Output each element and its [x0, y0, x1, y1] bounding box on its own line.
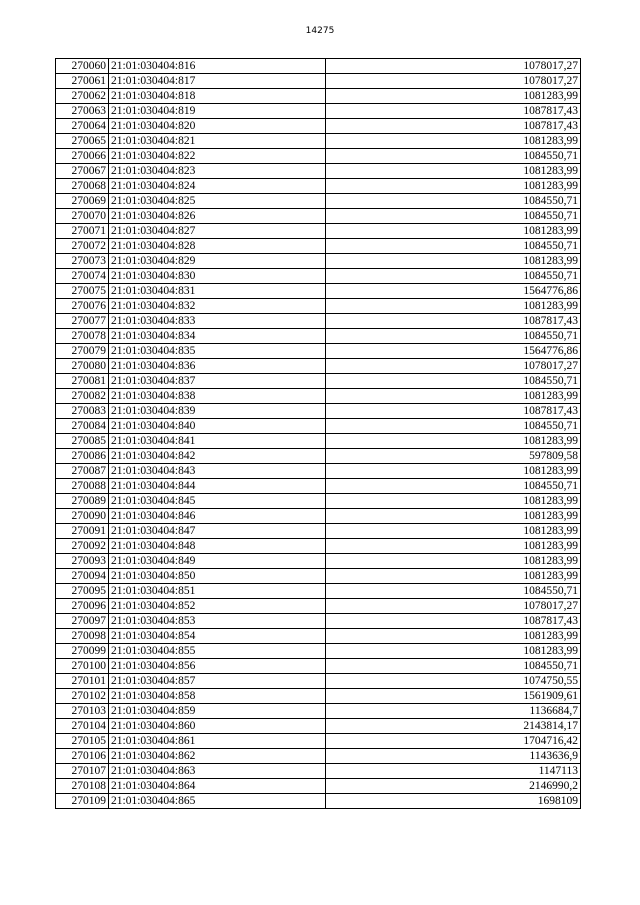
- cadastral-number-cell: 21:01:030404:823: [109, 164, 326, 179]
- cadastral-value-cell: 1081283,99: [326, 389, 581, 404]
- row-index-cell: 270084: [56, 419, 109, 434]
- table-row: [56, 764, 581, 779]
- cadastral-number-cell: 21:01:030404:820: [109, 119, 326, 134]
- row-index-cell: 270091: [56, 524, 109, 539]
- cadastral-number-cell: 21:01:030404:837: [109, 374, 326, 389]
- cadastral-number-cell: 21:01:030404:832: [109, 299, 326, 314]
- table-row: [56, 689, 581, 704]
- row-index-cell: 270092: [56, 539, 109, 554]
- cadastral-value-cell: 2146990,2: [326, 779, 581, 794]
- cadastral-value-cell: 1136684,7: [326, 704, 581, 719]
- cadastral-value-cell: 1087817,43: [326, 404, 581, 419]
- row-index-cell: 270098: [56, 629, 109, 644]
- cadastral-number-cell: 21:01:030404:821: [109, 134, 326, 149]
- cadastral-value-cell: 1081283,99: [326, 254, 581, 269]
- table-row: [56, 59, 581, 74]
- row-index-cell: 270083: [56, 404, 109, 419]
- cadastral-number-cell: 21:01:030404:819: [109, 104, 326, 119]
- cadastral-number-cell: 21:01:030404:861: [109, 734, 326, 749]
- row-index-cell: 270103: [56, 704, 109, 719]
- cadastral-number-cell: 21:01:030404:831: [109, 284, 326, 299]
- cadastral-value-cell: 1078017,27: [326, 59, 581, 74]
- row-index-cell: 270101: [56, 674, 109, 689]
- cadastral-number-cell: 21:01:030404:833: [109, 314, 326, 329]
- row-index-cell: 270109: [56, 794, 109, 809]
- table-row: [56, 269, 581, 284]
- cadastral-number-cell: 21:01:030404:864: [109, 779, 326, 794]
- cadastral-number-cell: 21:01:030404:854: [109, 629, 326, 644]
- cadastral-number-cell: 21:01:030404:822: [109, 149, 326, 164]
- table-row: [56, 419, 581, 434]
- cadastral-number-cell: 21:01:030404:865: [109, 794, 326, 809]
- row-index-cell: 270069: [56, 194, 109, 209]
- cadastral-number-cell: 21:01:030404:827: [109, 224, 326, 239]
- cadastral-number-cell: 21:01:030404:817: [109, 74, 326, 89]
- row-index-cell: 270086: [56, 449, 109, 464]
- row-index-cell: 270063: [56, 104, 109, 119]
- cadastral-number-cell: 21:01:030404:843: [109, 464, 326, 479]
- cadastral-number-cell: 21:01:030404:829: [109, 254, 326, 269]
- cadastral-number-cell: 21:01:030404:847: [109, 524, 326, 539]
- cadastral-number-cell: 21:01:030404:859: [109, 704, 326, 719]
- cadastral-value-cell: 1081283,99: [326, 494, 581, 509]
- row-index-cell: 270105: [56, 734, 109, 749]
- table-row: [56, 719, 581, 734]
- row-index-cell: 270087: [56, 464, 109, 479]
- cadastral-value-cell: 1081283,99: [326, 179, 581, 194]
- cadastral-number-cell: 21:01:030404:856: [109, 659, 326, 674]
- page-number: 14275: [305, 26, 335, 36]
- table-row: [56, 209, 581, 224]
- cadastral-number-cell: 21:01:030404:838: [109, 389, 326, 404]
- table-row: [56, 554, 581, 569]
- cadastral-value-cell: 1081283,99: [326, 464, 581, 479]
- row-index-cell: 270078: [56, 329, 109, 344]
- cadastral-number-cell: 21:01:030404:845: [109, 494, 326, 509]
- table-row: [56, 704, 581, 719]
- table-row: [56, 179, 581, 194]
- table-row: [56, 749, 581, 764]
- table-row: [56, 89, 581, 104]
- table-body: [56, 59, 581, 809]
- row-index-cell: 270076: [56, 299, 109, 314]
- row-index-cell: 270104: [56, 719, 109, 734]
- row-index-cell: 270075: [56, 284, 109, 299]
- table-row: [56, 74, 581, 89]
- cadastral-value-cell: 1087817,43: [326, 104, 581, 119]
- table-row: [56, 539, 581, 554]
- table-row: [56, 449, 581, 464]
- cadastral-value-cell: 1081283,99: [326, 509, 581, 524]
- cadastral-value-cell: 1084550,71: [326, 479, 581, 494]
- row-index-cell: 270062: [56, 89, 109, 104]
- table-row: [56, 164, 581, 179]
- cadastral-value-cell: 1561909,61: [326, 689, 581, 704]
- table-row: [56, 314, 581, 329]
- cadastral-number-cell: 21:01:030404:857: [109, 674, 326, 689]
- cadastral-value-cell: 1074750,55: [326, 674, 581, 689]
- row-index-cell: 270093: [56, 554, 109, 569]
- row-index-cell: 270097: [56, 614, 109, 629]
- cadastral-value-cell: 1081283,99: [326, 569, 581, 584]
- cadastral-number-cell: 21:01:030404:818: [109, 89, 326, 104]
- table-row: [56, 344, 581, 359]
- table-row: [56, 509, 581, 524]
- row-index-cell: 270102: [56, 689, 109, 704]
- cadastral-value-cell: 1143636,9: [326, 749, 581, 764]
- row-index-cell: 270099: [56, 644, 109, 659]
- cadastral-value-cell: 1084550,71: [326, 239, 581, 254]
- cadastral-value-cell: 1704716,42: [326, 734, 581, 749]
- cadastral-value-cell: 1087817,43: [326, 119, 581, 134]
- cadastral-value-cell: 597809,58: [326, 449, 581, 464]
- table-row: [56, 584, 581, 599]
- table-row: [56, 434, 581, 449]
- table-row: [56, 644, 581, 659]
- cadastral-value-cell: 1081283,99: [326, 224, 581, 239]
- row-index-cell: 270096: [56, 599, 109, 614]
- cadastral-number-cell: 21:01:030404:828: [109, 239, 326, 254]
- table-row: [56, 674, 581, 689]
- cadastral-value-cell: 1078017,27: [326, 74, 581, 89]
- row-index-cell: 270072: [56, 239, 109, 254]
- cadastral-value-cell: 1081283,99: [326, 524, 581, 539]
- cadastral-number-cell: 21:01:030404:834: [109, 329, 326, 344]
- cadastral-number-cell: 21:01:030404:860: [109, 719, 326, 734]
- row-index-cell: 270107: [56, 764, 109, 779]
- cadastral-number-cell: 21:01:030404:849: [109, 554, 326, 569]
- cadastral-number-cell: 21:01:030404:855: [109, 644, 326, 659]
- cadastral-number-cell: 21:01:030404:836: [109, 359, 326, 374]
- row-index-cell: 270100: [56, 659, 109, 674]
- cadastral-value-cell: 1081283,99: [326, 539, 581, 554]
- row-index-cell: 270095: [56, 584, 109, 599]
- cadastral-value-cell: 1564776,86: [326, 284, 581, 299]
- cadastral-number-cell: 21:01:030404:844: [109, 479, 326, 494]
- table-row: [56, 374, 581, 389]
- row-index-cell: 270090: [56, 509, 109, 524]
- table-row: [56, 734, 581, 749]
- cadastral-number-cell: 21:01:030404:830: [109, 269, 326, 284]
- cadastral-value-cell: 1564776,86: [326, 344, 581, 359]
- row-index-cell: 270065: [56, 134, 109, 149]
- cadastral-value-cell: 1084550,71: [326, 374, 581, 389]
- cadastral-value-cell: 1084550,71: [326, 194, 581, 209]
- cadastral-value-cell: 1698109: [326, 794, 581, 809]
- table-row: [56, 614, 581, 629]
- cadastral-number-cell: 21:01:030404:863: [109, 764, 326, 779]
- table-row: [56, 569, 581, 584]
- cadastral-value-cell: 1084550,71: [326, 209, 581, 224]
- cadastral-value-cell: 1078017,27: [326, 599, 581, 614]
- cadastral-value-cell: 1081283,99: [326, 554, 581, 569]
- cadastral-number-cell: 21:01:030404:826: [109, 209, 326, 224]
- cadastral-value-cell: 1081283,99: [326, 164, 581, 179]
- row-index-cell: 270082: [56, 389, 109, 404]
- row-index-cell: 270061: [56, 74, 109, 89]
- cadastral-number-cell: 21:01:030404:846: [109, 509, 326, 524]
- table-row: [56, 599, 581, 614]
- cadastral-number-cell: 21:01:030404:850: [109, 569, 326, 584]
- cadastral-value-table: [55, 58, 581, 809]
- row-index-cell: 270081: [56, 374, 109, 389]
- cadastral-value-cell: 1084550,71: [326, 269, 581, 284]
- table-row: [56, 794, 581, 809]
- cadastral-number-cell: 21:01:030404:835: [109, 344, 326, 359]
- cadastral-value-cell: 1084550,71: [326, 419, 581, 434]
- cadastral-value-cell: 1087817,43: [326, 614, 581, 629]
- table-row: [56, 404, 581, 419]
- cadastral-number-cell: 21:01:030404:862: [109, 749, 326, 764]
- row-index-cell: 270088: [56, 479, 109, 494]
- cadastral-value-cell: 1084550,71: [326, 149, 581, 164]
- cadastral-number-cell: 21:01:030404:842: [109, 449, 326, 464]
- table-row: [56, 254, 581, 269]
- table-row: [56, 659, 581, 674]
- cadastral-number-cell: 21:01:030404:852: [109, 599, 326, 614]
- row-index-cell: 270074: [56, 269, 109, 284]
- row-index-cell: 270066: [56, 149, 109, 164]
- cadastral-value-cell: 1081283,99: [326, 644, 581, 659]
- table-row: [56, 494, 581, 509]
- cadastral-value-cell: 2143814,17: [326, 719, 581, 734]
- cadastral-number-cell: 21:01:030404:851: [109, 584, 326, 599]
- cadastral-number-cell: 21:01:030404:853: [109, 614, 326, 629]
- table-row: [56, 629, 581, 644]
- row-index-cell: 270094: [56, 569, 109, 584]
- row-index-cell: 270085: [56, 434, 109, 449]
- cadastral-number-cell: 21:01:030404:840: [109, 419, 326, 434]
- cadastral-value-cell: 1081283,99: [326, 629, 581, 644]
- row-index-cell: 270064: [56, 119, 109, 134]
- row-index-cell: 270089: [56, 494, 109, 509]
- table-row: [56, 194, 581, 209]
- table-row: [56, 149, 581, 164]
- cadastral-value-cell: 1078017,27: [326, 359, 581, 374]
- cadastral-value-cell: 1081283,99: [326, 299, 581, 314]
- table-row: [56, 119, 581, 134]
- row-index-cell: 270067: [56, 164, 109, 179]
- cadastral-value-cell: 1084550,71: [326, 659, 581, 674]
- cadastral-value-cell: 1084550,71: [326, 329, 581, 344]
- row-index-cell: 270106: [56, 749, 109, 764]
- row-index-cell: 270080: [56, 359, 109, 374]
- row-index-cell: 270108: [56, 779, 109, 794]
- table-row: [56, 479, 581, 494]
- cadastral-number-cell: 21:01:030404:825: [109, 194, 326, 209]
- cadastral-number-cell: 21:01:030404:858: [109, 689, 326, 704]
- cadastral-value-cell: 1147113: [326, 764, 581, 779]
- table-row: [56, 524, 581, 539]
- row-index-cell: 270068: [56, 179, 109, 194]
- table-row: [56, 284, 581, 299]
- row-index-cell: 270079: [56, 344, 109, 359]
- row-index-cell: 270070: [56, 209, 109, 224]
- row-index-cell: 270071: [56, 224, 109, 239]
- table-row: [56, 464, 581, 479]
- table-row: [56, 329, 581, 344]
- table-row: [56, 134, 581, 149]
- table-row: [56, 104, 581, 119]
- cadastral-number-cell: 21:01:030404:839: [109, 404, 326, 419]
- cadastral-value-cell: 1081283,99: [326, 134, 581, 149]
- row-index-cell: 270060: [56, 59, 109, 74]
- table-row: [56, 239, 581, 254]
- cadastral-number-cell: 21:01:030404:824: [109, 179, 326, 194]
- cadastral-value-cell: 1081283,99: [326, 434, 581, 449]
- cadastral-value-cell: 1084550,71: [326, 584, 581, 599]
- row-index-cell: 270077: [56, 314, 109, 329]
- cadastral-value-cell: 1087817,43: [326, 314, 581, 329]
- cadastral-number-cell: 21:01:030404:848: [109, 539, 326, 554]
- cadastral-value-cell: 1081283,99: [326, 89, 581, 104]
- table-row: [56, 389, 581, 404]
- cadastral-number-cell: 21:01:030404:841: [109, 434, 326, 449]
- table-row: [56, 224, 581, 239]
- table-row: [56, 299, 581, 314]
- cadastral-number-cell: 21:01:030404:816: [109, 59, 326, 74]
- table-row: [56, 359, 581, 374]
- table-row: [56, 779, 581, 794]
- row-index-cell: 270073: [56, 254, 109, 269]
